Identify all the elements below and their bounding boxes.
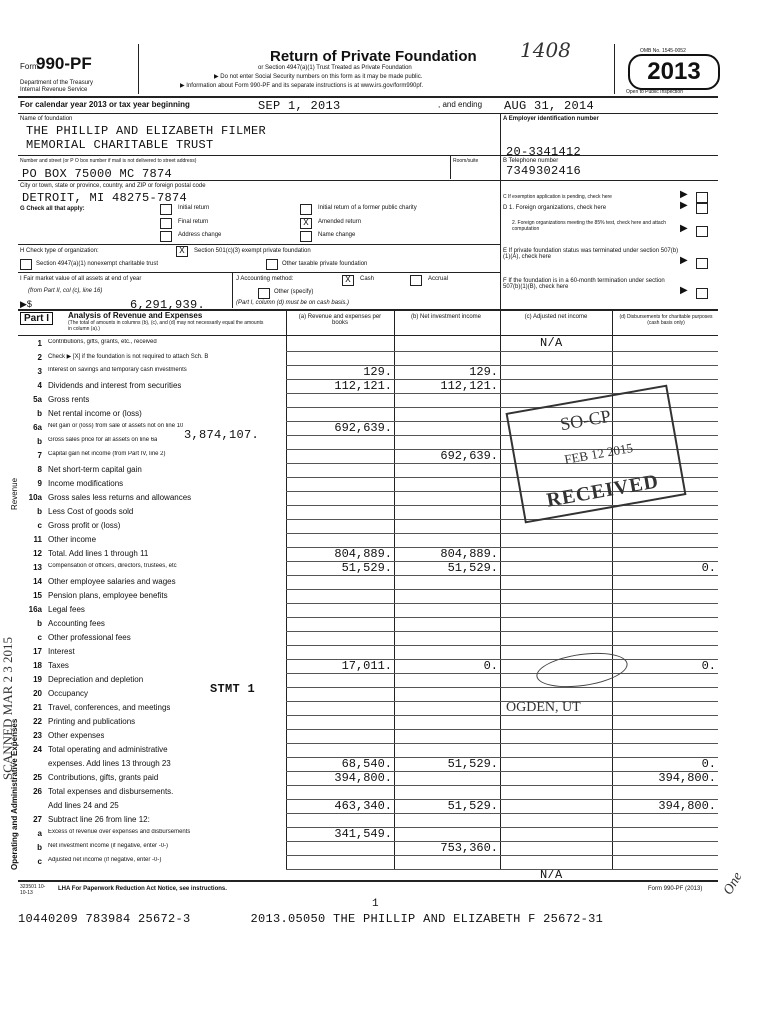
tax-year-badge: 2013 xyxy=(628,54,720,90)
row-rule xyxy=(286,519,718,520)
phone-label: B Telephone number xyxy=(503,158,559,164)
footer-code: 323501 10-10-13 xyxy=(20,884,46,896)
row-label: Pension plans, employee benefits xyxy=(48,591,168,600)
accrual-checkbox[interactable] xyxy=(410,275,422,286)
row-rule xyxy=(286,743,718,744)
period-label: For calendar year 2013 or tax year beginning xyxy=(20,100,190,109)
room-label: Room/suite xyxy=(453,158,479,164)
row-number: c xyxy=(37,633,42,642)
row-label: Net investment income (if negative, enter -0-) xyxy=(48,843,169,849)
other-method-checkbox[interactable] xyxy=(258,288,270,299)
address-change-label: Address change xyxy=(178,232,222,238)
expense-side-label: Operating and Administrative Expenses xyxy=(10,718,19,870)
row-rule xyxy=(286,631,718,632)
name-change-checkbox[interactable] xyxy=(300,231,312,242)
row-rule xyxy=(286,645,718,646)
row-label: Compensation of officers, directors, trustees, etc xyxy=(48,563,177,569)
row-number: 11 xyxy=(33,535,42,544)
row-number: 10a xyxy=(28,493,42,502)
col-b-header: (b) Net investment income xyxy=(410,314,482,320)
row-col-a-value: 804,889. xyxy=(334,547,392,561)
row-col-b-value: 51,529. xyxy=(447,561,498,575)
row-number: 23 xyxy=(33,731,42,740)
row-number: 25 xyxy=(33,773,42,782)
part1-title: Analysis of Revenue and Expenses xyxy=(68,311,203,320)
row-rule xyxy=(286,855,718,856)
dept-label: Department of the Treasury xyxy=(20,80,94,86)
row-label: Printing and publications xyxy=(48,717,136,726)
row-number: 8 xyxy=(37,465,42,474)
row-label: Travel, conferences, and meetings xyxy=(48,703,171,712)
ogden-stamp-circle xyxy=(534,648,630,692)
i-arrow-icon: ▶$ xyxy=(20,299,32,309)
col-c-header: (c) Adjusted net income xyxy=(524,314,588,320)
ein-label: A Employer identification number xyxy=(503,116,599,122)
city-label: City or town, state or province, country, and ZIP or foreign postal code xyxy=(20,183,206,189)
foundation-name-2: MEMORIAL CHARITABLE TRUST xyxy=(26,138,214,152)
row-rule xyxy=(286,869,718,870)
row-label: Gross sales price for all assets on line 6a xyxy=(48,437,158,443)
row-number: c xyxy=(37,521,42,530)
c-checkbox[interactable] xyxy=(696,192,708,203)
row-col-d-value: 0. xyxy=(701,757,716,771)
row-number: c xyxy=(37,857,42,866)
row-label: Other income xyxy=(48,535,97,544)
row-col-b-value: 804,889. xyxy=(440,547,498,561)
col-a-header: (a) Revenue and expenses per books xyxy=(298,314,382,326)
row-number: 2 xyxy=(37,353,42,362)
i-label: I Fair market value of all assets at end of year xyxy=(20,276,142,282)
accrual-label: Accrual xyxy=(428,276,449,282)
omb-number: OMB No. 1545-0052 xyxy=(640,48,686,54)
initial-return-checkbox[interactable] xyxy=(160,204,172,215)
row-label: Income modifications xyxy=(48,479,124,488)
row-number: 13 xyxy=(33,563,42,572)
row-rule xyxy=(286,729,718,730)
row-number: 3 xyxy=(37,367,42,376)
revenue-side-label: Revenue xyxy=(10,477,19,510)
footer-bottom-line: 10440209 783984 25672-3 2013.05050 THE PHILLIP AND ELIZABETH F 25672-31 xyxy=(18,912,604,926)
period-begin: SEP 1, 2013 xyxy=(258,99,341,113)
row-label: Occupancy xyxy=(48,689,89,698)
initial-former-checkbox[interactable] xyxy=(300,204,312,215)
row-col-d-value: 394,800. xyxy=(658,771,716,785)
row-col-b-value: 112,121. xyxy=(440,379,498,393)
fmv-value: 6,291,939. xyxy=(130,298,206,312)
h-501c3-label: Section 501(c)(3) exempt private foundation xyxy=(194,248,311,254)
part1-title-sub: (The total of amounts in columns (b), (c), and (d) may not necessarily equal the amounts in column (a).) xyxy=(68,320,264,332)
row-col-b-value: 129. xyxy=(469,365,498,379)
row-col-d-value: 0. xyxy=(701,561,716,575)
row-label: Interest on savings and temporary cash investments xyxy=(48,367,187,373)
name-change-label: Name change xyxy=(318,232,356,238)
d2-arrow-icon: ▶ xyxy=(680,223,688,234)
irs-label: Internal Revenue Service xyxy=(20,87,88,93)
row-rule xyxy=(286,673,718,674)
row-number: 1 xyxy=(37,339,42,348)
city-value: DETROIT, MI 48275-7874 xyxy=(22,191,188,205)
row-label: Legal fees xyxy=(48,605,85,614)
row-label: Total expenses and disbursements. xyxy=(48,787,174,796)
stamp-ogden: OGDEN, UT xyxy=(506,700,581,715)
address-change-checkbox[interactable] xyxy=(160,231,172,242)
e-label: E If private foundation status was terminated under section 507(b)(1)(A), check here xyxy=(503,248,679,260)
row-rule xyxy=(286,687,718,688)
row-number: 22 xyxy=(33,717,42,726)
taxes-stmt: STMT 1 xyxy=(210,682,256,696)
final-return-checkbox[interactable] xyxy=(160,218,172,229)
row-label: Capital gain net income (from Part IV, line 2) xyxy=(48,451,166,457)
row-label: Other employee salaries and wages xyxy=(48,577,176,586)
row-rule xyxy=(286,785,718,786)
name-label: Name of foundation xyxy=(20,116,73,122)
form-number: 990-PF xyxy=(36,54,92,73)
h-label: H Check type of organization: xyxy=(20,248,99,254)
ein-value: 20-3341412 xyxy=(506,145,582,159)
row-number: b xyxy=(37,843,42,852)
row-number: 4 xyxy=(37,381,42,390)
f-checkbox[interactable] xyxy=(696,288,708,299)
form-subtitle: or Section 4947(a)(1) Trust Treated as Private Foundation xyxy=(258,65,412,71)
stamp-code: SO-CP xyxy=(558,405,613,435)
row-number: 19 xyxy=(33,675,42,684)
d1-label: D 1. Foreign organizations, check here xyxy=(503,205,607,211)
row-label: Gross profit or (loss) xyxy=(48,521,121,530)
row-number: 9 xyxy=(37,479,42,488)
row-rule xyxy=(286,813,718,814)
d2-checkbox[interactable] xyxy=(696,226,708,237)
row-col-b-value: 51,529. xyxy=(447,799,498,813)
page-number: 1 xyxy=(372,898,379,910)
open-inspection: Open to Public Inspection xyxy=(626,89,683,95)
street-label: Number and street (or P O box number if mail is not delivered to street address) xyxy=(20,158,197,164)
cash-basis-note: (Part I, column (d) must be on cash basis.) xyxy=(236,300,350,306)
row-number: 7 xyxy=(37,451,42,460)
row-label: Net gain or (loss) from sale of assets not on line 10 xyxy=(48,423,184,429)
h-other-checkbox[interactable] xyxy=(266,259,278,270)
row-col-a-value: 394,800. xyxy=(334,771,392,785)
d2-label: 2. Foreign organizations meeting the 85% test, check here and attach computation xyxy=(512,220,666,232)
na-bottom: N/A xyxy=(540,868,563,882)
row-number: 26 xyxy=(33,787,42,796)
row-label: Total. Add lines 1 through 11 xyxy=(48,549,149,558)
row-number: b xyxy=(37,619,42,628)
row-rule xyxy=(286,589,718,590)
row-label: Dividends and interest from securities xyxy=(48,381,182,390)
row-label: expenses. Add lines 13 through 23 xyxy=(48,759,171,768)
row-col-b-value: 51,529. xyxy=(447,757,498,771)
row-number: 20 xyxy=(33,689,42,698)
footer-form: Form 990-PF (2013) xyxy=(648,886,703,892)
row-number: 18 xyxy=(33,661,42,670)
amended-return-checkbox[interactable]: X xyxy=(300,218,312,229)
period-end: AUG 31, 2014 xyxy=(504,99,595,113)
row-label: Contributions, gifts, grants, etc., received xyxy=(48,339,157,345)
row-label: Net rental income or (loss) xyxy=(48,409,142,418)
row-label: Contributions, gifts, grants paid xyxy=(48,773,159,782)
cash-checkbox[interactable]: X xyxy=(342,275,354,286)
row-number: 12 xyxy=(33,549,42,558)
row-label: Taxes xyxy=(48,661,69,670)
row-col-b-value: 692,639. xyxy=(440,449,498,463)
scanned-stamp: SCANNED MAR 2 3 2015 xyxy=(0,636,15,780)
row-rule xyxy=(286,351,718,352)
row-number: 27 xyxy=(33,815,42,824)
row-number: 21 xyxy=(33,703,42,712)
row-number: b xyxy=(37,409,42,418)
row-number: b xyxy=(37,507,42,516)
d1-arrow-icon: ▶ xyxy=(680,200,688,211)
initial-former-label: Initial return of a former public charity xyxy=(318,205,417,211)
street-value: PO BOX 75000 MC 7874 xyxy=(22,167,173,181)
info-note: ▶ Information about Form 990-PF and its separate instructions is at www.irs.gov/form990pf. xyxy=(180,83,424,89)
row-col-a-value: 112,121. xyxy=(334,379,392,393)
c-label: C If exemption application is pending, check here xyxy=(503,194,612,200)
row-col-a-value: 692,639. xyxy=(334,421,392,435)
f-arrow-icon: ▶ xyxy=(680,285,688,296)
stamp-received: RECEIVED xyxy=(544,470,661,512)
na-top: N/A xyxy=(540,336,563,350)
row-label: Other expenses xyxy=(48,731,105,740)
row-label: Excess of revenue over expenses and disbursements xyxy=(48,829,191,835)
footer-lha: LHA For Paperwork Reduction Act Notice, see instructions. xyxy=(58,886,227,892)
row-label: Adjusted net income (if negative, enter -0-) xyxy=(48,857,162,863)
row-rule xyxy=(286,575,718,576)
row-rule xyxy=(286,715,718,716)
row-rule xyxy=(286,505,718,506)
row-number: 14 xyxy=(33,577,42,586)
row-number: b xyxy=(37,437,42,446)
and-ending: , and ending xyxy=(438,100,483,109)
row-col-a-value: 129. xyxy=(363,365,392,379)
row-col-a-value: 341,549. xyxy=(334,827,392,841)
f-label: F If the foundation is in a 60-month termination under section 507(b)(1)(B), check here xyxy=(503,278,665,290)
row-label: Add lines 24 and 25 xyxy=(48,801,119,810)
e-checkbox[interactable] xyxy=(696,258,708,269)
other-method-label: Other (specify) xyxy=(274,289,314,295)
row-number: 16a xyxy=(28,605,42,614)
handwritten-number: 1408 xyxy=(520,38,571,62)
row-label: Gross sales less returns and allowances xyxy=(48,493,192,502)
row-rule xyxy=(286,603,718,604)
row-label: Depreciation and depletion xyxy=(48,675,144,684)
row-label: Total operating and administrative xyxy=(48,745,168,754)
ssn-note: ▶ Do not enter Social Security numbers on this form as it may be made public. xyxy=(214,74,423,80)
c-arrow-icon: ▶ xyxy=(680,189,688,200)
row-col-a-value: 17,011. xyxy=(341,659,392,673)
i-sub: (from Part II, col (c), line 16) xyxy=(28,288,103,294)
row-label: Net short-term capital gain xyxy=(48,465,142,474)
row-number: 17 xyxy=(33,647,42,656)
initial-return-label: Initial return xyxy=(178,205,210,211)
col-d-header: (d) Disbursements for charitable purposes (cash basis only) xyxy=(619,314,713,326)
h-501c3-checkbox[interactable]: X xyxy=(176,246,188,257)
form-label: Form xyxy=(20,62,39,71)
part1-label: Part I xyxy=(20,312,53,325)
row-number: 6a xyxy=(33,423,42,432)
row-label: Interest xyxy=(48,647,75,656)
foundation-name-1: THE PHILLIP AND ELIZABETH FILMER xyxy=(26,124,267,138)
row-label: Subtract line 26 from line 12: xyxy=(48,815,150,824)
row-label: Accounting fees xyxy=(48,619,105,628)
h-4947-checkbox[interactable] xyxy=(20,259,32,270)
row-number: a xyxy=(37,829,42,838)
row-rule xyxy=(286,841,718,842)
form-title: Return of Private Foundation xyxy=(270,48,477,65)
row-col-a-value: 51,529. xyxy=(341,561,392,575)
row-label: Other professional fees xyxy=(48,633,131,642)
amended-return-label: Amended return xyxy=(318,219,362,225)
row-rule xyxy=(286,533,718,534)
h-4947-label: Section 4947(a)(1) nonexempt charitable trust xyxy=(36,261,159,267)
final-return-label: Final return xyxy=(178,219,209,225)
row-label: Less Cost of goods sold xyxy=(48,507,134,516)
e-arrow-icon: ▶ xyxy=(680,255,688,266)
stamp-date: FEB 12 2015 xyxy=(563,440,635,467)
row-col-d-value: 0. xyxy=(701,659,716,673)
row-number: 5a xyxy=(33,395,42,404)
row-rule xyxy=(286,617,718,618)
d1-checkbox[interactable] xyxy=(696,203,708,214)
row-col-a-value: 463,340. xyxy=(334,799,392,813)
row-number: 24 xyxy=(33,745,42,754)
row-col-d-value: 394,800. xyxy=(658,799,716,813)
gross-sales-6b-value: 3,874,107. xyxy=(184,428,260,442)
row-label: Gross rents xyxy=(48,395,90,404)
h-other-label: Other taxable private foundation xyxy=(282,261,368,267)
cash-label: Cash xyxy=(360,276,375,282)
row-col-b-value: 0. xyxy=(483,659,498,673)
row-label: Check ▶ [X] if the foundation is not required to attach Sch. B xyxy=(48,354,209,360)
row-rule xyxy=(286,701,718,702)
row-number: 15 xyxy=(33,591,42,600)
row-col-a-value: 68,540. xyxy=(341,757,392,771)
j-label: J Accounting method: xyxy=(236,276,294,282)
g-label: G Check all that apply: xyxy=(20,206,85,212)
handwritten-one: One xyxy=(720,869,746,898)
phone-value: 7349302416 xyxy=(506,164,582,178)
row-col-b-value: 753,360. xyxy=(440,841,498,855)
